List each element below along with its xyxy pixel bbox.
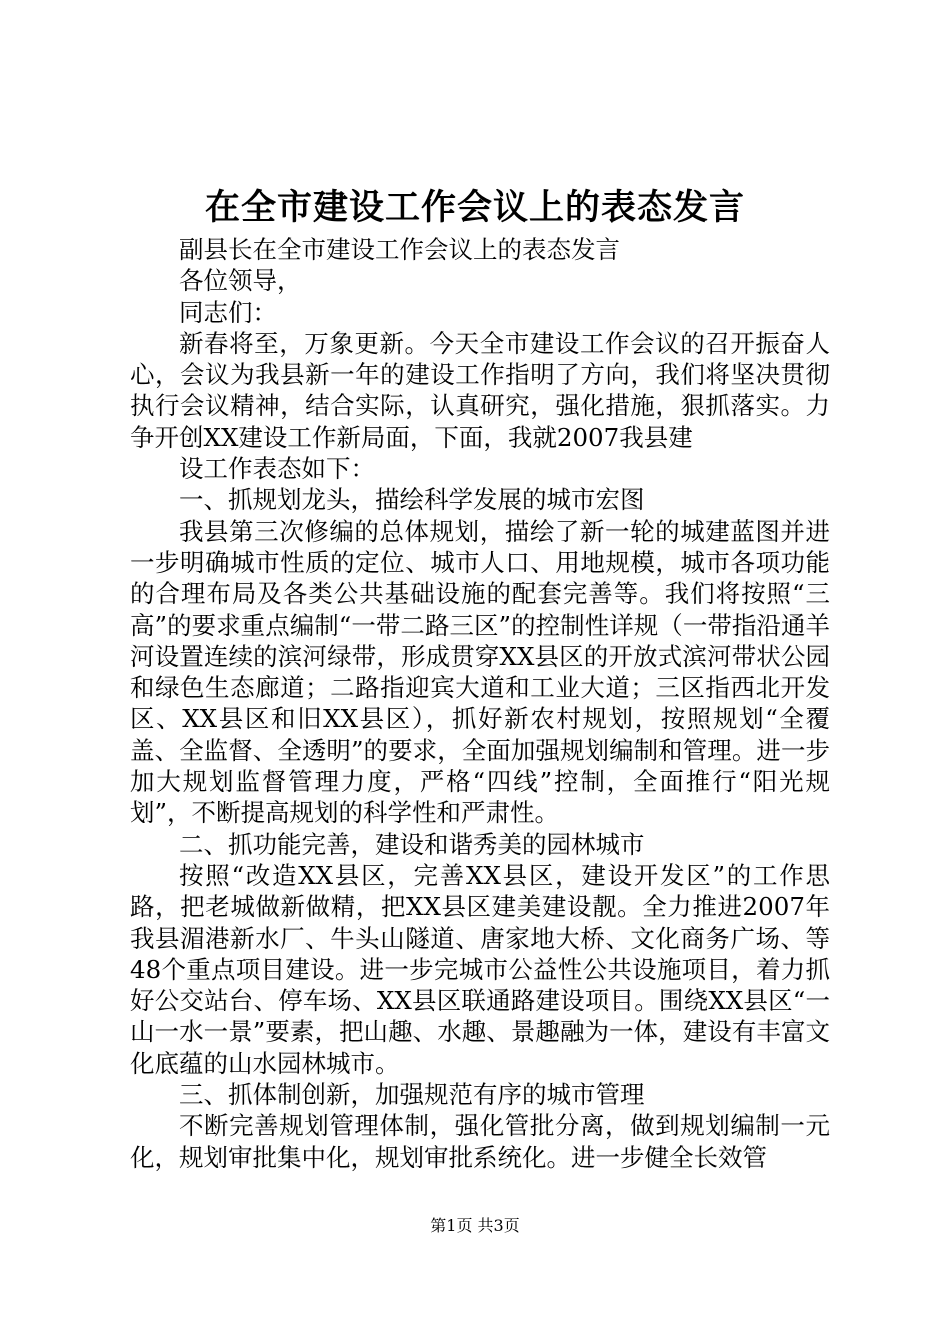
paragraph-section-3: 不断完善规划管理体制，强化管批分离，做到规划编制一元化，规划审批集中化，规划审批系统化。进一步健全长效管	[130, 1111, 830, 1172]
paragraph-intro: 新春将至，万象更新。今天全市建设工作会议的召开振奋人心，会议为我县新一年的建设工作指明了方向，我们将坚决贯彻执行会议精神，结合实际，认真研究，强化措施，狠抓落实。力争开创XX建设工作新局面，下面，我就2007我县建	[130, 328, 830, 452]
page-footer: 第1页 共3页	[430, 1216, 520, 1235]
paragraph-salutation-comrades: 同志们：	[179, 297, 277, 327]
section-heading-1: 一、抓规划龙头，描绘科学发展的城市宏图	[179, 485, 645, 515]
section-heading-3: 三、抓体制创新，加强规范有序的城市管理	[179, 1080, 645, 1110]
paragraph-intro-continued: 设工作表态如下：	[179, 454, 375, 484]
document-body	[130, 234, 830, 1173]
paragraph-section-2: 按照“改造XX县区，完善XX县区，建设开发区”的工作思路，把老城做新做精，把XX县区建美建设靓。全力推进2007年我县湄港新水厂、牛头山隧道、唐家地大桥、文化商务广场、等48个重点项目建设。进一步完城市公益性公共设施项目，着力抓好公交站台、停车场、XX县区联通路建设项目。围绕XX县区“一山一水一景”要素，把山趣、水趣、景趣融为一体，建设有丰富文化底蕴的山水园林城市。	[130, 860, 830, 1078]
paragraph-salutation-leaders: 各位领导，	[179, 266, 302, 296]
page-title: 在全市建设工作会议上的表态发言	[204, 187, 745, 228]
paragraph-subtitle: 副县长在全市建设工作会议上的表态发言	[179, 235, 620, 264]
section-heading-2: 二、抓功能完善，建设和谐秀美的园林城市	[179, 829, 645, 859]
paragraph-section-1: 我县第三次修编的总体规划，描绘了新一轮的城建蓝图并进一步明确城市性质的定位、城市人口、用地规模，城市各项功能的合理布局及各类公共基础设施的配套完善等。我们将按照“三高”的要求重点编制“一带二路三区”的控制性详规（一带指沿通羊河设置连续的滨河绿带，形成贯穿XX县区的开放式滨河带状公园和绿色生态廊道；二路指迎宾大道和工业大道；三区指西北开发区、XX县区和旧XX县区），抓好新农村规划，按照规划“全覆盖、全监督、全透明”的要求，全面加强规划编制和管理。进一步加大规划监督管理力度，严格“四线”控制，全面推行“阳光规划”，不断提高规划的科学性和严肃性。	[130, 516, 830, 828]
